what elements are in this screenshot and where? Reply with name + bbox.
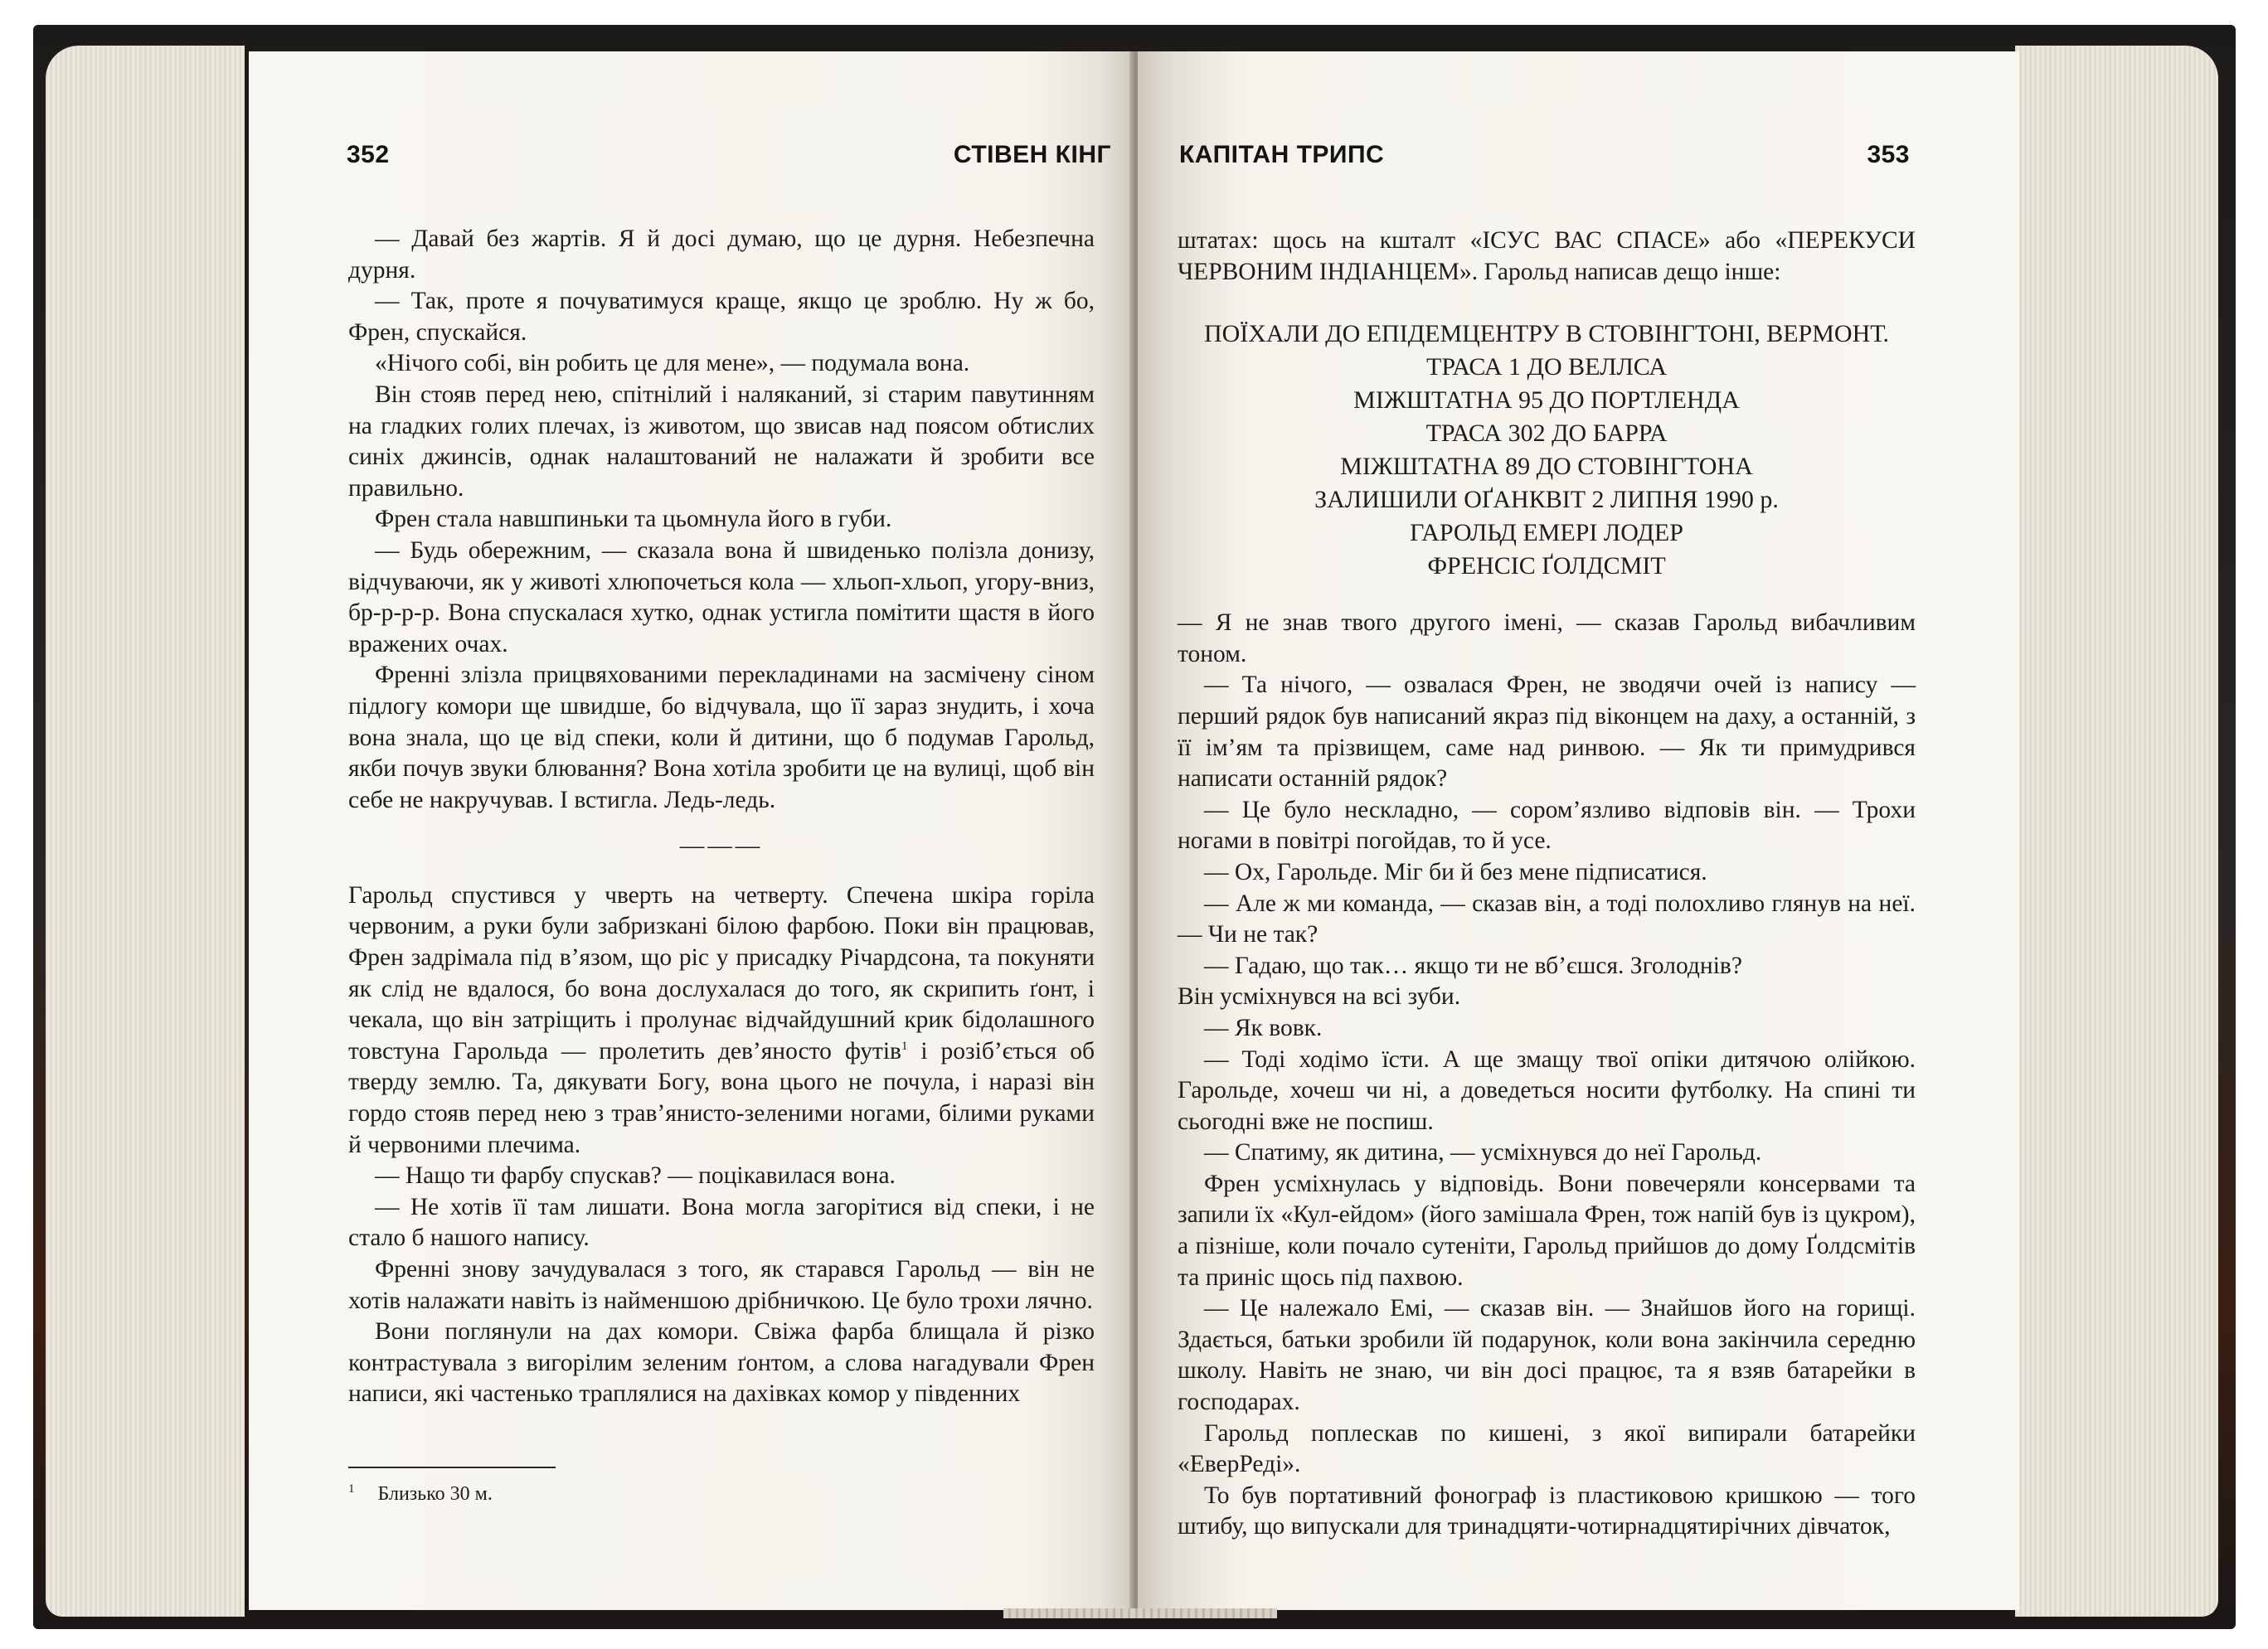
paragraph: — Це було нескладно, — сором’язливо відповів він. — Трохи ногами в повітрі погойдав, то й усе. [1178,796,1916,855]
page-number-left: 352 [347,141,390,168]
paragraph [348,880,1095,1161]
footnote [348,1482,493,1506]
paragraph: «Нічого собі, він робить це для мене», — подумала вона. [375,350,970,377]
right-page-text [1178,226,1916,1543]
right-page [1138,51,2019,1610]
running-head-left: СТІВЕН КІНГ [953,141,1111,168]
paragraph: — Так, проте я почуватимуся краще, якщо це зроблю. Ну ж бо, Френ, спускайся. [348,288,1095,346]
footnote-rule [348,1467,556,1468]
paragraph: Гарольд поплескав по кишені, з якої випирали батарейки «ЕверРеді». [1178,1419,1916,1478]
footnote-reference: 1 [901,1040,908,1054]
paragraph: — Нащо ти фарбу спускав? — поцікавилася вона. [375,1162,896,1190]
sign-line: ПОЇХАЛИ ДО ЕПІДЕМЦЕНТРУ В СТОВІНГТОНІ, ВЕРМОНТ. [1203,320,1890,348]
paragraph: штатах: щось на кшталт «ІСУС ВАС СПАСЕ» або «ПЕРЕКУСИ ЧЕРВОНИМ ІНДІАНЦЕМ». Гарольд написав дещо інше: [1178,227,1916,285]
paragraph: Френ усміхнулась у відповідь. Вони повечеряли консервами та запили їх «Кул-ейдом» (його замішала Френ, тож напій був із цукром), а пізніше, коли почало сутеніти, Гарольд прийшов до дому Ґолдсмітів та приніс щось під пахвою. [1178,1170,1916,1291]
paragraph: — Я не знав твого другого імені, — сказав Гарольд вибачливим тоном. [1178,609,1916,667]
barn-roof-sign [1178,318,1916,583]
footnote-marker: 1 [348,1482,355,1496]
paragraph: — Це належало Емі, — сказав він. — Знайшов його на горищі. Здається, батьки зробили їй подарунок, коли вона закінчила середню школу. Навіть не знаю, чи він досі працює, та я взяв батарейки в господарах. [1178,1295,1916,1416]
footnote-text: Близько 30 м. [377,1483,493,1505]
page-edge-strip [1003,1608,1277,1618]
page-number-right: 353 [1867,141,1910,168]
left-page [249,51,1136,1610]
paragraph: То був портативний фонограф із пластиковою кришкою — того штибу, що випускали для тринадцяти-чотирнадцятирічних дівчаток, [1178,1482,1916,1540]
paragraph: — Давай без жартів. Я й досі думаю, що це дурня. Небезпечна дурня. [348,226,1095,284]
paragraph-text: і розіб’ється об тверду землю. Та, дякувати Богу, вона цього не почула, і наразі він гордо стояв перед нею з трав’янисто-зеленими ногами, білими руками й червоними плечима. [348,1037,1095,1158]
paragraph: — Гадаю, що так… якщо ти не вб’єшся. Зголоднів? [1204,952,1742,979]
sign-line: ФРЕНСІС ҐОЛДСМІТ [1427,552,1666,580]
paragraph: Френні злізла прицвяхованими перекладинами на засмічену сіном підлогу комори ще швидше, бо відчувала, що її зараз знудить, і хоча вона знала, що це від спеки, коли й дитини, що б подумав Гарольд, якби почув звуки блювання? Вона хотіла зробити це на вулиці, щоб він себе не накручував. І встигла. Ледь-ледь. [348,662,1095,813]
paragraph: Френ стала навшпиньки та цьомнула його в губи. [375,506,892,533]
paragraph: — Тоді ходімо їсти. А ще змащу твої опіки дитячою олійкою. Гарольде, хочеш чи ні, а доведеться носити футболку. На спині ти сьогодні вже не поспиш. [1178,1045,1916,1135]
sign-line: МІЖШТАТНА 89 ДО СТОВІНГТОНА [1340,453,1753,481]
section-divider: ——— [679,832,764,860]
sign-line: МІЖШТАТНА 95 ДО ПОРТЛЕНДА [1353,386,1740,415]
paragraph: — Як вовк. [1204,1014,1323,1041]
paragraph: Він усміхнувся на всі зуби. [1178,983,1461,1011]
paragraph: — Спатиму, як дитина, — усміхнувся до неї Гарольд. [1204,1139,1762,1166]
sign-line: ТРАСА 302 ДО БАРРА [1425,420,1668,448]
paragraph: — Не хотів її там лишати. Вона могла загорітися від спеки, і не стало б нашого напису. [348,1193,1095,1252]
right-page-stack [2015,46,2218,1617]
left-page-stack [46,46,245,1617]
paragraph: Вони поглянули на дах комори. Свіжа фарба блищала й різко контрастувала з вигорілим зеленим ґонтом, а слова нагадували Френ написи, які частенько траплялися на дахівках комор у південних [348,1318,1095,1408]
left-page-text [348,224,1095,1410]
running-head-right: КАПІТАН ТРИПС [1179,141,1385,168]
paragraph: — Але ж ми команда, — сказав він, а тоді полохливо глянув на неї. — Чи не так? [1178,890,1916,948]
paragraph: — Будь обережним, — сказала вона й швиденько полізла донизу, відчуваючи, як у животі хлюпочеться кола — хльоп-хльоп, угору-вниз, бр-р-р-р. Вона спускалася хутко, однак устигла помітити щастя в його вражених очах. [348,536,1095,657]
sign-line: ЗАЛИШИЛИ ОҐАНКВІТ 2 ЛИПНЯ 1990 р. [1314,486,1779,514]
paragraph: — Ох, Гарольде. Міг би й без мене підписатися. [1204,858,1707,885]
paragraph: Він стояв перед нею, спітнілий і наляканий, зі старим павутинням на гладких голих плечах, із животом, що звисав над поясом обтислих синіх джинсів, однак налаштований не налажати й зробити все правильно. [348,381,1095,502]
paragraph-text: Гарольд спустився у чверть на четверту. Спечена шкіра горіла червоним, а руки були забризкані білою фарбою. Поки він працював, Френ задрімала під в’язом, що ріс у присадку Річардсона, та покуняти як слід не вдалося, бо вона дослухалася до того, як скрипить ґонт, і чекала, що він затріщить і пролунає відчайдушний крик бідолашного товстуна Гарольда — пролетить дев’яносто футів [348,881,1095,1065]
paragraph: — Та нічого, — озвалася Френ, не зводячи очей із напису — перший рядок був написаний якраз під віконцем на даху, а останній, з її ім’ям та прізвищем, саме над ринвою. — Як ти примудрився написати останній рядок? [1178,672,1916,793]
paragraph: Френні знову зачудувалася з того, як старався Гарольд — він не хотів налажати навіть із найменшою дрібничкою. Це було трохи лячно. [348,1256,1095,1314]
sign-line: ТРАСА 1 ДО ВЕЛЛСА [1426,353,1667,381]
sign-line: ГАРОЛЬД ЕМЕРІ ЛОДЕР [1410,519,1683,547]
